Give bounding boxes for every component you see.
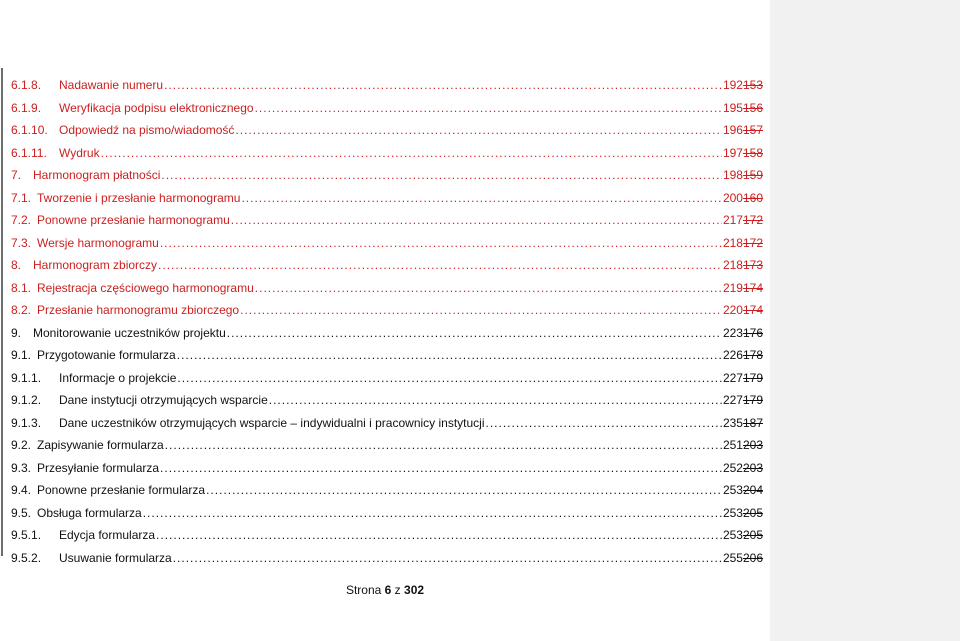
- toc-entry[interactable]: [11, 277, 763, 300]
- toc-entry-title: Harmonogram zbiorczy: [33, 258, 158, 273]
- toc-inserted-page-number: 227: [722, 393, 743, 408]
- toc-page-numbers: [723, 236, 763, 250]
- toc-deleted-page-number: 160: [742, 190, 763, 205]
- toc-inserted-page-number: 219: [722, 280, 743, 295]
- toc-page-numbers: [723, 168, 763, 182]
- toc-entry-number: 6.1.11.: [11, 145, 47, 160]
- toc-entry-title: Dane uczestników otrzymujących wsparcie – indywidualni i pracownicy instytucji: [59, 415, 485, 430]
- toc-dot-leader: [156, 528, 722, 542]
- toc-entry-number: 8.1.: [11, 280, 32, 295]
- toc-deleted-page-number: 157: [742, 123, 763, 138]
- toc-deleted-page-number: 172: [742, 213, 763, 228]
- toc-page-numbers: [723, 348, 763, 362]
- toc-inserted-page-number: 235: [722, 415, 743, 430]
- toc-entry-title: Wersje harmonogramu: [37, 235, 159, 250]
- footer-current-page: 6: [384, 583, 392, 597]
- toc-dot-leader: [227, 326, 722, 340]
- toc-entry[interactable]: [11, 187, 763, 210]
- toc-deleted-page-number: 178: [742, 348, 763, 363]
- toc-dot-leader: [164, 78, 722, 92]
- toc-deleted-page-number: 179: [742, 393, 763, 408]
- toc-entry-title: Monitorowanie uczestników projektu: [33, 325, 226, 340]
- toc-page-numbers: [723, 123, 763, 137]
- toc-page-numbers: [723, 258, 763, 272]
- toc-entry-number: 9.1.2.: [11, 393, 42, 408]
- toc-entry-number: 8.2.: [11, 303, 32, 318]
- toc-entry-title: Informacje o projekcie: [59, 370, 177, 385]
- toc-dot-leader: [177, 348, 722, 362]
- footer-total-pages: 302: [404, 583, 425, 597]
- toc-dot-leader: [269, 393, 722, 407]
- toc-dot-leader: [241, 191, 722, 205]
- toc-entry[interactable]: [11, 502, 763, 525]
- toc-entry[interactable]: [11, 434, 763, 457]
- toc-dot-leader: [486, 416, 722, 430]
- toc-deleted-page-number: 203: [742, 438, 763, 453]
- toc-deleted-page-number: 153: [742, 78, 763, 93]
- toc-entry-number: 9.: [11, 325, 22, 340]
- toc-deleted-page-number: 203: [742, 460, 763, 475]
- toc-inserted-page-number: 227: [722, 370, 743, 385]
- toc-page-numbers: [723, 213, 763, 227]
- toc-entry-number: 6.1.9.: [11, 100, 42, 115]
- toc-inserted-page-number: 217: [722, 213, 743, 228]
- toc-entry-number: 6.1.10.: [11, 123, 48, 138]
- toc-entry-number: 9.1.: [11, 348, 32, 363]
- toc-dot-leader: [240, 303, 722, 317]
- toc-page-numbers: [723, 483, 763, 497]
- toc-dot-leader: [206, 483, 722, 497]
- toc-inserted-page-number: 252: [722, 460, 743, 475]
- toc-inserted-page-number: 198: [722, 168, 743, 183]
- toc-deleted-page-number: 173: [742, 258, 763, 273]
- toc-deleted-page-number: 174: [742, 303, 763, 318]
- toc-entry[interactable]: [11, 344, 763, 367]
- toc-entry-title: Weryfikacja podpisu elektronicznego: [59, 100, 254, 115]
- toc-entry[interactable]: [11, 164, 763, 187]
- toc-entry-title: Odpowiedź na pismo/wiadomość: [59, 123, 235, 138]
- toc-dot-leader: [255, 281, 722, 295]
- page-footer: [0, 583, 770, 597]
- toc-entry-title: Edycja formularza: [59, 528, 156, 543]
- toc-entry[interactable]: [11, 412, 763, 435]
- toc-page-numbers: [723, 146, 763, 160]
- toc-entry-number: 9.3.: [11, 460, 32, 475]
- toc-inserted-page-number: 253: [722, 528, 743, 543]
- toc-inserted-page-number: 251: [722, 438, 743, 453]
- toc-dot-leader: [235, 123, 722, 137]
- toc-entry[interactable]: [11, 74, 763, 97]
- toc-page-numbers: [723, 281, 763, 295]
- toc-entry[interactable]: [11, 119, 763, 142]
- toc-deleted-page-number: 158: [742, 145, 763, 160]
- toc-deleted-page-number: 179: [742, 370, 763, 385]
- toc-dot-leader: [101, 146, 722, 160]
- toc-page-numbers: [723, 438, 763, 452]
- toc-inserted-page-number: 196: [722, 123, 743, 138]
- toc-entry[interactable]: [11, 389, 763, 412]
- toc-entry-number: 9.1.3.: [11, 415, 42, 430]
- toc-entry-number: 8.: [11, 258, 22, 273]
- toc-entry-number: 6.1.8.: [11, 78, 42, 93]
- toc-dot-leader: [161, 168, 722, 182]
- toc-deleted-page-number: 172: [742, 235, 763, 250]
- toc-entry-title: Ponowne przesłanie harmonogramu: [37, 213, 230, 228]
- side-panel: [770, 0, 960, 641]
- toc-dot-leader: [177, 371, 722, 385]
- toc-inserted-page-number: 223: [722, 325, 743, 340]
- toc-dot-leader: [160, 461, 722, 475]
- toc-entry-number: 7.3.: [11, 235, 32, 250]
- toc-dot-leader: [158, 258, 722, 272]
- toc-entry-title: Przygotowanie formularza: [37, 348, 176, 363]
- toc-entry[interactable]: [11, 97, 763, 120]
- toc-entry[interactable]: [11, 457, 763, 480]
- toc-entry-number: 9.4.: [11, 483, 32, 498]
- footer-prefix: Strona: [345, 583, 382, 597]
- toc-entry-title: Dane instytucji otrzymujących wsparcie: [59, 393, 268, 408]
- toc-entry-title: Ponowne przesłanie formularza: [37, 483, 206, 498]
- toc-deleted-page-number: 204: [742, 483, 763, 498]
- toc-inserted-page-number: 197: [722, 145, 743, 160]
- toc-entry-title: Obsługa formularza: [37, 505, 142, 520]
- toc-page-numbers: [723, 461, 763, 475]
- toc-entry[interactable]: [11, 299, 763, 322]
- toc-entry[interactable]: [11, 322, 763, 345]
- toc-entry-title: Tworzenie i przesłanie harmonogramu: [37, 190, 241, 205]
- toc-entry-number: 7.: [11, 168, 22, 183]
- toc-page-numbers: [723, 371, 763, 385]
- toc-entry-number: 7.1.: [11, 190, 32, 205]
- toc-entry-number: 9.2.: [11, 438, 32, 453]
- toc-entry[interactable]: [11, 547, 763, 570]
- toc-entry-title: Wydruk: [59, 145, 100, 160]
- toc-inserted-page-number: 255: [722, 550, 743, 565]
- toc-page-numbers: [723, 303, 763, 317]
- footer-separator: z: [394, 583, 401, 597]
- toc-deleted-page-number: 159: [742, 168, 763, 183]
- toc-dot-leader: [231, 213, 722, 227]
- toc-inserted-page-number: 218: [722, 258, 743, 273]
- toc-entry[interactable]: [11, 524, 763, 547]
- toc-deleted-page-number: 206: [742, 550, 763, 565]
- toc-dot-leader: [255, 101, 722, 115]
- toc-entry-number: 9.5.: [11, 505, 32, 520]
- toc-entry-title: Nadawanie numeru: [59, 78, 164, 93]
- toc-dot-leader: [165, 438, 722, 452]
- toc-deleted-page-number: 187: [742, 415, 763, 430]
- toc-entry-number: 7.2.: [11, 213, 32, 228]
- toc-entry-title: Przesłanie harmonogramu zbiorczego: [37, 303, 240, 318]
- toc-page-numbers: [723, 416, 763, 430]
- toc-entry-title: Usuwanie formularza: [59, 550, 172, 565]
- table-of-contents: [11, 74, 763, 569]
- toc-deleted-page-number: 205: [742, 528, 763, 543]
- toc-entry[interactable]: [11, 232, 763, 255]
- toc-entry[interactable]: [11, 479, 763, 502]
- toc-page-numbers: [723, 101, 763, 115]
- toc-page-numbers: [723, 393, 763, 407]
- toc-entry[interactable]: [11, 367, 763, 390]
- toc-inserted-page-number: 195: [722, 100, 743, 115]
- toc-entry[interactable]: [11, 209, 763, 232]
- toc-page-numbers: [723, 551, 763, 565]
- toc-entry-title: Zapisywanie formularza: [37, 438, 164, 453]
- toc-deleted-page-number: 156: [742, 100, 763, 115]
- toc-deleted-page-number: 174: [742, 280, 763, 295]
- toc-dot-leader: [173, 551, 722, 565]
- toc-inserted-page-number: 253: [722, 505, 743, 520]
- toc-deleted-page-number: 205: [742, 505, 763, 520]
- toc-dot-leader: [160, 236, 722, 250]
- toc-inserted-page-number: 192: [722, 78, 743, 93]
- toc-page-numbers: [723, 191, 763, 205]
- toc-entry-title: Przesyłanie formularza: [37, 460, 160, 475]
- toc-page-numbers: [723, 78, 763, 92]
- toc-inserted-page-number: 253: [722, 483, 743, 498]
- toc-entry-title: Rejestracja częściowego harmonogramu: [37, 280, 254, 295]
- toc-entry-number: 9.1.1.: [11, 370, 42, 385]
- toc-inserted-page-number: 220: [722, 303, 743, 318]
- toc-entry[interactable]: [11, 254, 763, 277]
- toc-entry-number: 9.5.1.: [11, 528, 42, 543]
- toc-entry-number: 9.5.2.: [11, 550, 42, 565]
- toc-inserted-page-number: 226: [722, 348, 743, 363]
- toc-page-numbers: [723, 506, 763, 520]
- toc-page-numbers: [723, 326, 763, 340]
- toc-deleted-page-number: 176: [742, 325, 763, 340]
- toc-dot-leader: [143, 506, 722, 520]
- toc-inserted-page-number: 200: [722, 190, 743, 205]
- toc-page-numbers: [723, 528, 763, 542]
- toc-entry-title: Harmonogram płatności: [33, 168, 161, 183]
- toc-entry[interactable]: [11, 142, 763, 165]
- toc-inserted-page-number: 218: [722, 235, 743, 250]
- change-bar: [1, 68, 3, 556]
